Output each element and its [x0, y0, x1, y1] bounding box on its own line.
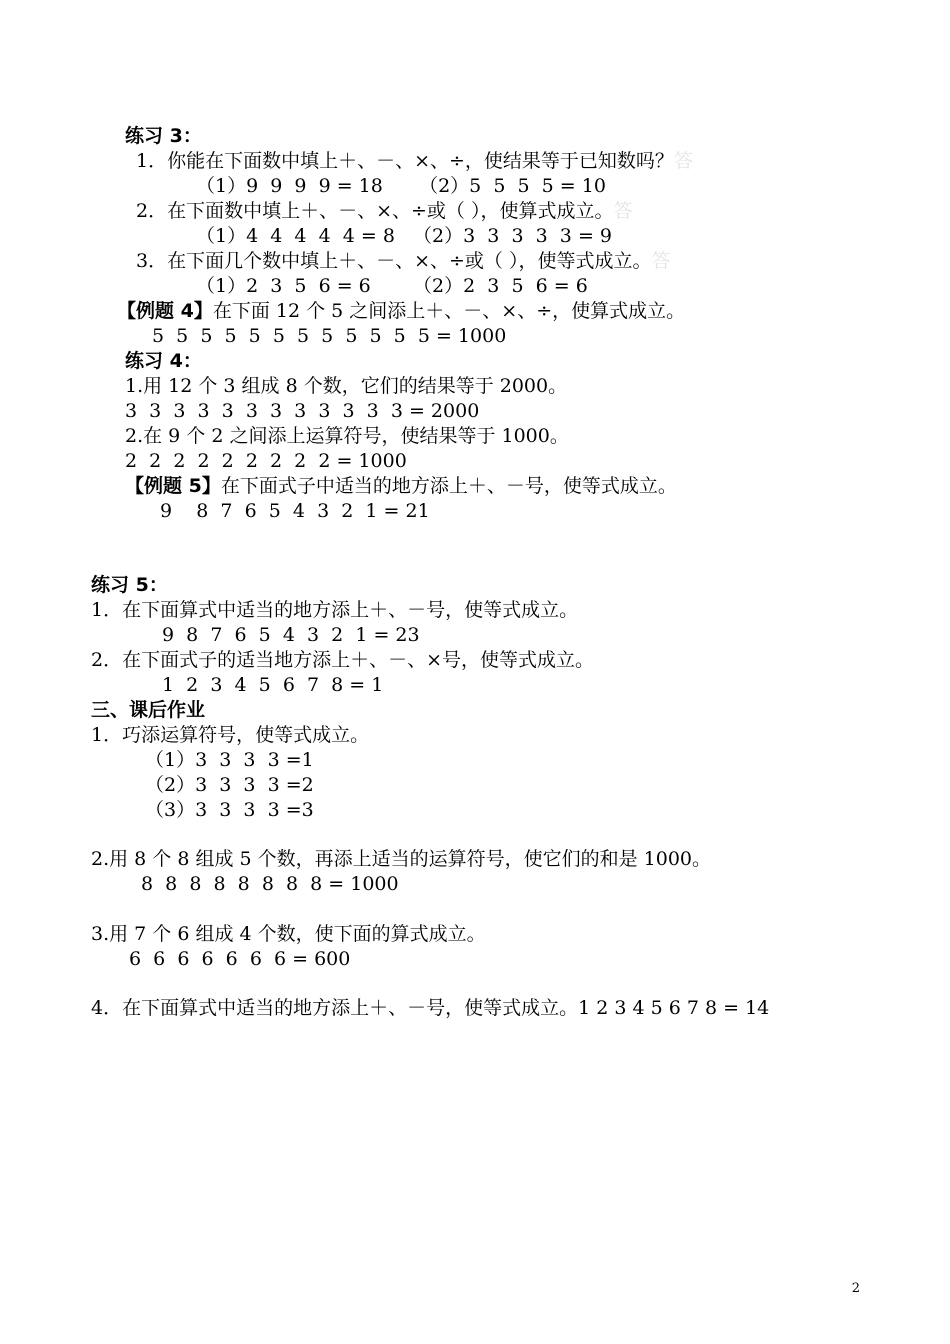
practice3-q1-answer-mark: 答 [673, 150, 693, 172]
practice3-q3 [136, 249, 671, 273]
example4-text: 在下面 12 个 5 之间添上＋、－、×、÷，使算式成立。 [212, 300, 686, 322]
homework-q1-item-2: （2）3 3 3 3 =2 [145, 774, 314, 796]
homework-q1-item-3: （3）3 3 3 3 =3 [145, 799, 314, 821]
homework-q4: 4．在下面算式中适当的地方添上＋、－号，使等式成立。1 2 3 4 5 6 7 8 = 14 [91, 997, 770, 1019]
homework-q3-expression: 6 6 6 6 6 6 6 = 600 [129, 948, 351, 970]
example5 [125, 474, 677, 498]
homework-heading: 三、课后作业 [91, 699, 206, 721]
practice4-q1-expression: 3 3 3 3 3 3 3 3 3 3 3 3 = 2000 [125, 400, 480, 422]
example5-text: 在下面式子中适当的地方添上＋、－号，使等式成立。 [220, 475, 677, 497]
practice5-q1: 1．在下面算式中适当的地方添上＋、－号，使等式成立。 [91, 599, 579, 621]
example4-label: 【例题 4】 [117, 300, 213, 322]
homework-q2-expression: 8 8 8 8 8 8 8 8 = 1000 [141, 873, 399, 895]
practice4-q2-expression: 2 2 2 2 2 2 2 2 2 = 1000 [125, 450, 407, 472]
practice3-heading: 练习 3： [125, 125, 202, 147]
practice5-q1-expression: 9 8 7 6 5 4 3 2 1 = 23 [162, 624, 420, 646]
practice4-q2: 2.在 9 个 2 之间添上运算符号，使结果等于 1000。 [125, 425, 569, 447]
example5-label: 【例题 5】 [125, 475, 221, 497]
practice3-q3-answer-mark: 答 [651, 250, 671, 272]
example5-expression: 9 8 7 6 5 4 3 2 1 = 21 [160, 500, 430, 522]
practice4-q1: 1.用 12 个 3 组成 8 个数，它们的结果等于 2000。 [125, 375, 568, 397]
practice3-q2-answer-mark: 答 [613, 200, 633, 222]
homework-q2: 2.用 8 个 8 组成 5 个数，再添上适当的运算符号，使它们的和是 1000。 [91, 848, 712, 870]
practice3-q2 [136, 199, 633, 223]
example4-expression: 5 5 5 5 5 5 5 5 5 5 5 5 = 1000 [152, 325, 507, 347]
homework-q1: 1．巧添运算符号，使等式成立。 [91, 724, 370, 746]
homework-q1-item-1: （1）3 3 3 3 =1 [145, 749, 314, 771]
practice5-q2-expression: 1 2 3 4 5 6 7 8 = 1 [162, 674, 384, 696]
practice3-q1-items: （1）9 9 9 9 = 18 （2）5 5 5 5 = 10 [196, 175, 606, 197]
practice3-q2-text: 2．在下面数中填上＋、－、×、÷或（ ），使算式成立。 [136, 200, 614, 222]
practice4-heading: 练习 4： [125, 350, 202, 372]
example4 [117, 299, 685, 323]
page-number: 2 [851, 1281, 860, 1296]
practice3-q2-items: （1）4 4 4 4 4 = 8 （2）3 3 3 3 3 = 9 [196, 225, 612, 247]
practice3-q1 [136, 149, 693, 173]
practice3-q3-items: （1）2 3 5 6 = 6 （2）2 3 5 6 = 6 [196, 275, 588, 297]
practice5-heading: 练习 5： [91, 574, 168, 596]
practice5-q2: 2．在下面式子的适当地方添上＋、－、×号，使等式成立。 [91, 649, 595, 671]
practice3-q3-text: 3．在下面几个数中填上＋、－、×、÷或（ ），使等式成立。 [136, 250, 652, 272]
practice3-q1-text: 1．你能在下面数中填上＋、－、×、÷，使结果等于已知数吗？ [136, 150, 674, 172]
homework-q3: 3.用 7 个 6 组成 4 个数，使下面的算式成立。 [91, 923, 486, 945]
